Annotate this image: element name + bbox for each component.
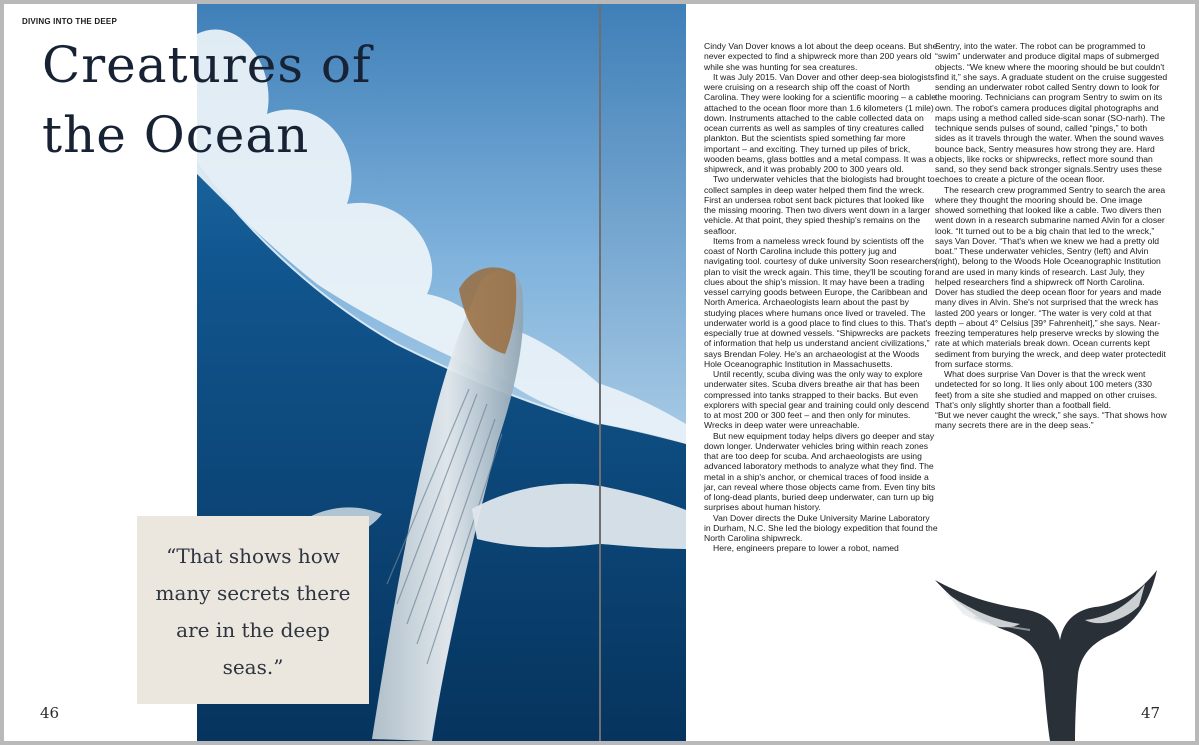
body-paragraph: Two underwater vehicles that the biologists had brought to collect samples in deep water helped them find the wreck. First an undersea robot sent back pictures that looked like the missing mooring. Then two divers went down in a larger vehicle. At that point, they spied theship's remains on the seafloor. <box>704 174 935 236</box>
pullquote-box <box>137 516 369 704</box>
body-paragraph: “But we never caught the wreck,” she says. “That shows how many secrets there are in the deep seas.” <box>935 410 1167 431</box>
body-paragraph: Here, engineers prepare to lower a robot, named <box>713 543 899 554</box>
headline-line-1: Creatures of <box>42 36 372 94</box>
body-paragraph: Items from a nameless wreck found by scientists off the coast of North Carolina include this pottery jug and navigating tool. courtesy of duke university Soon researchers plan to visit the wreck again. This time, they'll be scouting for clues about the ship's mission. It may have been a trading vessel carrying goods between Europe, the Caribbean and North America. Archaeologists learn about the past by studying places where humans once lived or traveled. The underwater world is a good place to find clues to this. That's especially true at downed vessels. “Shipwrecks are packets of information that help us understand ancient civilizations,” says Brendan Foley. He's an archaeologist at the Woods Hole Oceanographic Institution in Massachusetts. <box>704 235 937 369</box>
headline-line-2: the Ocean <box>42 106 310 164</box>
body-paragraph: Van Dover directs the Duke University Marine Laboratory in Durham, N.C. She led the biology expedition that found the North Carolina shipwreck. <box>704 512 938 543</box>
whale-tail-illustration <box>935 562 1160 741</box>
body-paragraph: Until recently, scuba diving was the only way to explore underwater sites. Scuba divers breathe air that has been compressed into tanks strapped to their backs. But even explorers with special gear and training could only descend to at most 200 or 300 feet – and then only for minutes. Wrecks in deep water were unreachable. <box>704 369 930 431</box>
body-paragraph: What does surprise Van Dover is that the wreck went undetected for so long. It lies only about 100 meters (330 feet) from a site she studied and mapped on other cruises. That's only slightly shorter than a football field. <box>935 369 1158 410</box>
body-paragraph: Sentry, into the water. The robot can be programmed to “swim” underwater and produce digital maps of submerged objects. “We knew where the mooring should be but couldn't find it,” she says. A graduate student on the cruise suggested sending an underwater robot called Sentry down to look for the mooring. Technicians can program Sentry to swim on its own. The robot's camera produces digital photographs and maps using a method called side-scan sonar (SO-narh). The technique sends pulses of sound, called “pings,” to both sides as it travels through the water. When the sound waves bounce back, Sentry measures how strong they are. Hard objects, like rocks or shipwrecks, reflect more sound than sand, so they send back stronger signals.Sentry uses these echoes to create a picture of the ocean floor. <box>935 41 1168 185</box>
body-paragraph: The research crew programmed Sentry to search the area where they thought the mooring should be. One image showed something that looked like a cable. Two divers then went down in a research submarine named Alvin for a closer look. “It turned out to be a big chain that led to the wreck,” says Van Dover. “That's when we knew we had a pretty old boat.” These underwater vehicles, Sentry (left) and Alvin (right), belong to the Woods Hole Oceanographic Institution and are used in many kinds of research. Last July, they helped researchers find a shipwreck off North Carolina. Dover has studied the deep ocean floor for years and made many dives in Alvin. She's not surprised that the wreck has lasted 200 years or longer. “The water is very cold at that depth – about 4° Celsius [39° Fahrenheit],” she says. Near-freezing temperatures help preserve wrecks by slowing the rate at which materials break down. Ocean currents kept sediment from burying the wreck, and deep water protectedit from surface storms. <box>935 184 1166 369</box>
body-paragraph: But new equipment today helps divers go deeper and stay down longer. Underwater vehicles bring within reach zones that are too deep for scuba. And archaeologists are using advanced laboratory methods to analyze what they find. The metal in a ship's anchor, or chemical traces of food inside a jar, can reveal where those objects came from. Even tiny bits of long-dead plants, buried deep underwater, can turn up big surprises about human history. <box>704 430 936 513</box>
left-page <box>4 4 599 741</box>
body-column-2 <box>935 41 1169 431</box>
page-number-right: 47 <box>1141 704 1161 722</box>
right-page <box>601 4 1195 741</box>
body-paragraph: Cindy Van Dover knows a lot about the deep oceans. But she never expected to find a shipwreck more than 200 years old while she was hunting for sea creatures. <box>704 41 938 72</box>
body-paragraph: It was July 2015. Van Dover and other deep-sea biologists were cruising on a research ship off the coast of North Carolina. They were looking for a scientific mooring – a cable attached to the ocean floor more than 1.6 kilometers (1 mile) down. Instruments attached to the cable collected data on ocean currents as well as samples of tiny creatures called plankton. But the scientists spied something far more important – and exciting. They turned up piles of brick, wooden beams, glass bottles and a metal compass. It was a shipwreck, and it was probably 200 to 300 years old. <box>704 71 936 174</box>
page-number-left: 46 <box>40 704 60 722</box>
article-headline <box>42 30 372 170</box>
body-column-1 <box>704 41 938 554</box>
pullquote-text: “That shows how many secrets there are in the deep seas.” <box>155 544 351 679</box>
whale-photo-continuation <box>601 4 686 741</box>
section-kicker: DIVING INTO THE DEEP <box>22 17 117 26</box>
